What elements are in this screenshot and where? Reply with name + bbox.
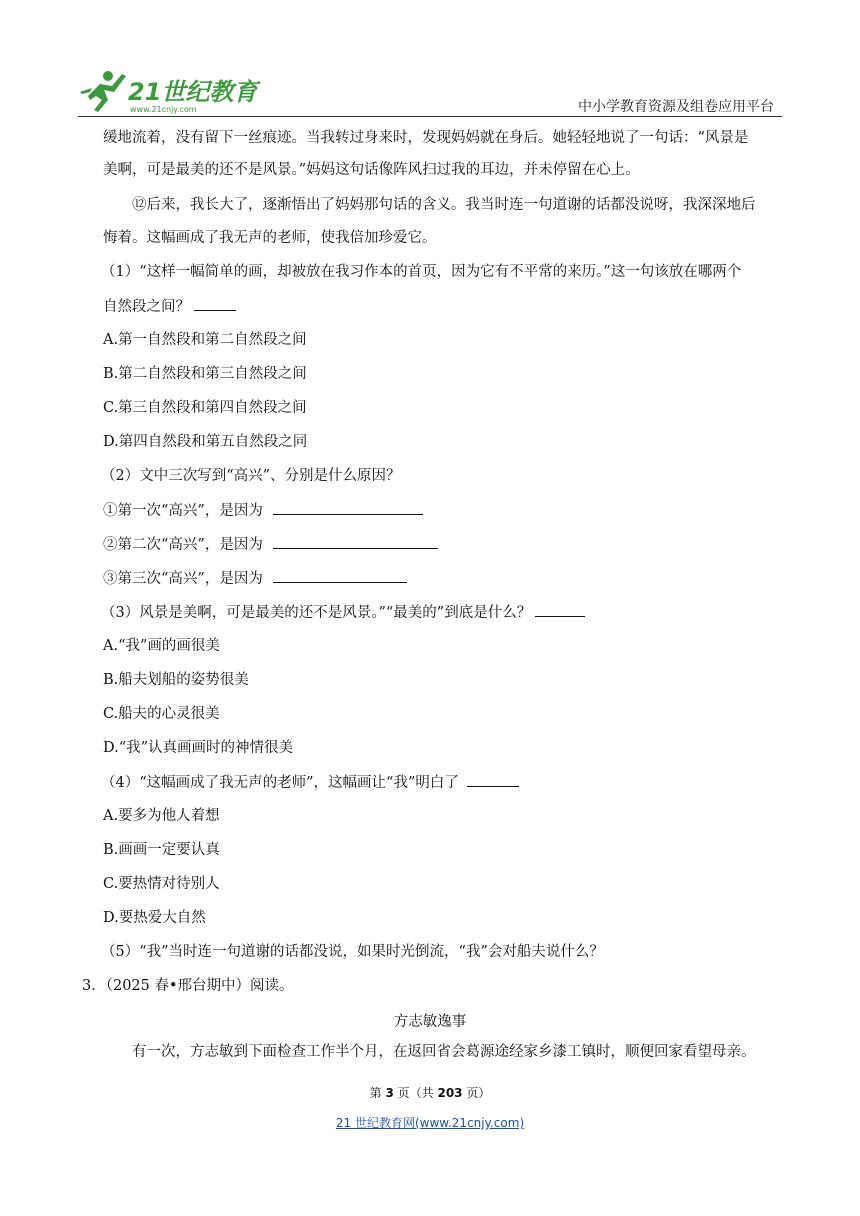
header-divider	[78, 116, 782, 117]
answer-blank-q2-1[interactable]	[273, 500, 423, 515]
platform-name: 中小学教育资源及组卷应用平台	[578, 99, 774, 115]
answer-blank-q4[interactable]	[467, 772, 519, 787]
q2-item-2-label: ②第二次“高兴”，是因为	[103, 537, 263, 553]
q4-option-d: D.要热爱大自然	[103, 910, 206, 926]
passage-line: 美啊，可是最美的还不是风景。”妈妈这句话像阵风扫过我的耳边，并未停留在心上。	[103, 162, 640, 178]
article-title: 方志敏逸事	[393, 1014, 467, 1030]
logo-text: 21世纪教育	[128, 78, 258, 106]
site-logo	[78, 66, 278, 116]
question-4-text	[101, 772, 519, 793]
page-prefix: 第	[369, 1086, 386, 1100]
footer-site	[0, 1114, 860, 1131]
q4-option-c: C.要热情对待别人	[103, 876, 220, 892]
current-page: 3	[385, 1086, 394, 1100]
q1-option-d: D.第四自然段和第五自然段之同	[103, 434, 308, 450]
q3-option-c: C.船夫的心灵很美	[103, 706, 220, 722]
question-1-prompt: 自然段之间？	[103, 299, 190, 315]
q4-option-b: B.画画一定要认真	[103, 842, 220, 858]
q2-item-3	[103, 568, 407, 589]
site-link[interactable]: 21 世纪教育网(www.21cnjy.com)	[335, 1116, 525, 1130]
section-3-heading: 3．（2025 春•邢台期中）阅读。	[82, 978, 294, 994]
question-1-text: （1）“这样一幅简单的画，却被放在我习作本的首页，因为它有不平常的来历。”这一句该放在哪两个	[101, 264, 742, 280]
q2-item-2	[103, 534, 438, 555]
question-3-prompt: （3）风景是美啊，可是最美的还不是风景。”“最美的”到底是什么？	[101, 605, 532, 621]
question-1-text-cont	[103, 296, 236, 317]
question-3-text	[101, 602, 585, 623]
answer-blank-q2-3[interactable]	[273, 568, 407, 583]
answer-blank-q3[interactable]	[535, 602, 585, 617]
q1-option-b: B.第二自然段和第三自然段之间	[103, 366, 307, 382]
q1-option-a: A.第一自然段和第二自然段之间	[103, 332, 307, 348]
logo-url: www.21cnjy.com	[130, 105, 197, 114]
question-2-text: （2）文中三次写到“高兴”、分别是什么原因？	[101, 468, 401, 484]
q1-option-c: C.第三自然段和第四自然段之间	[103, 400, 307, 416]
answer-blank-q1[interactable]	[194, 296, 236, 311]
q3-option-a: A.“我”画的画很美	[103, 638, 220, 654]
q2-item-1-label: ①第一次“高兴”，是因为	[103, 503, 263, 519]
article-first-line: 有一次，方志敏到下面检查工作半个月，在返回省会葛源途经家乡漆工镇时，顺便回家看望母亲。	[132, 1044, 756, 1060]
question-5-text: （5）“我”当时连一句道谢的话都没说，如果时光倒流，“我”会对船夫说什么？	[101, 944, 604, 960]
q4-option-a: A.要多为他人着想	[103, 808, 220, 824]
q3-option-d: D.“我”认真画画时的神情很美	[103, 740, 294, 756]
answer-blank-q2-2[interactable]	[273, 534, 438, 549]
page-suffix: 页）	[462, 1086, 491, 1100]
passage-line: 缓地流着，没有留下一丝痕迹。当我转过身来时，发现妈妈就在身后。她轻轻地说了一句话：“风景是	[103, 130, 749, 146]
q3-option-b: B.船夫划船的姿势很美	[103, 672, 249, 688]
page-number	[0, 1084, 860, 1101]
question-4-prompt: （4）“这幅画成了我无声的老师”，这幅画让“我”明白了	[101, 775, 459, 791]
paragraph-12-line: ⑫后来，我长大了，逐渐悟出了妈妈那句话的含义。我当时连一句道谢的话都没说呀，我深深地后	[132, 197, 756, 213]
page-header	[0, 0, 860, 120]
q2-item-3-label: ③第三次“高兴”，是因为	[103, 571, 263, 587]
paragraph-12-line: 悔着。这幅画成了我无声的老师，使我倍加珍爱它。	[103, 230, 437, 246]
runner-icon	[80, 71, 126, 112]
page-mid: 页（共	[393, 1086, 438, 1100]
total-pages: 203	[437, 1086, 463, 1100]
q2-item-1	[103, 500, 423, 521]
